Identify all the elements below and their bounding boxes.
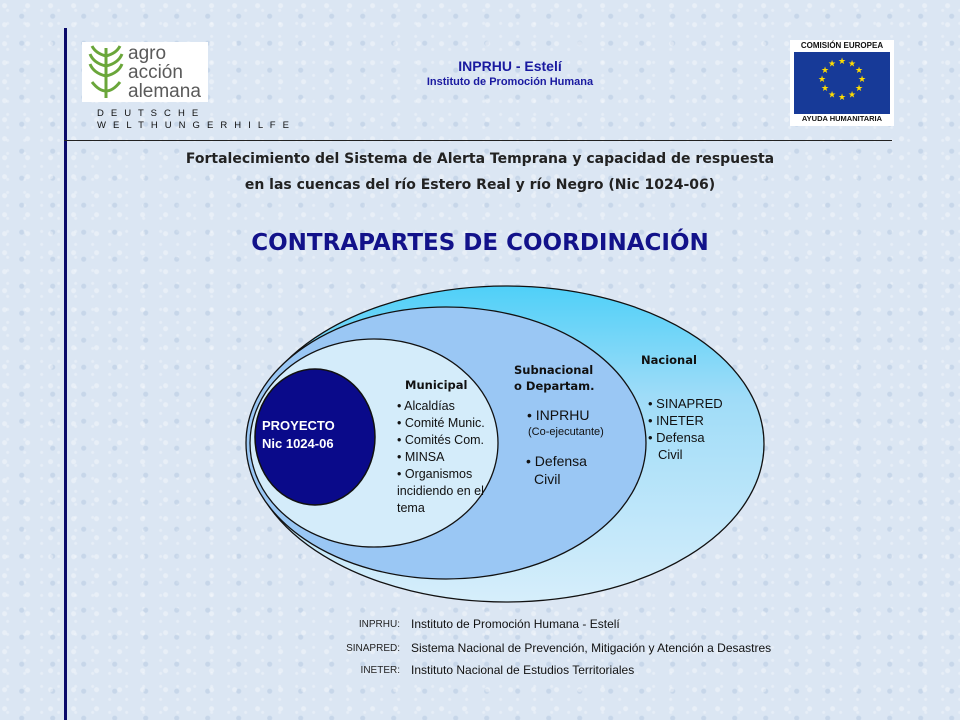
svg-text:★: ★ (854, 66, 864, 76)
org-subtitle: Instituto de Promoción Humana (426, 76, 594, 88)
municipal-list (397, 398, 485, 517)
list-item: • Organismos (397, 467, 473, 481)
svg-text:★: ★ (837, 57, 847, 67)
logo-line-3: alemana (128, 81, 201, 102)
svg-text:★: ★ (837, 93, 847, 103)
subtitle-line-1: Fortalecimiento del Sistema de Alerta Temprana y capacidad de respuesta (185, 151, 775, 167)
glossary-definition: Instituto de Promoción Humana - Estelí (411, 617, 620, 631)
project-label-line-1: PROYECTO (262, 418, 335, 433)
svg-text:★: ★ (827, 90, 837, 101)
glossary-abbr: SINAPRED: (346, 643, 400, 654)
list-item: • SINAPRED (648, 396, 723, 411)
subnacional-item-inprhu: • INPRHU (527, 407, 590, 423)
eu-logo-bottom-text: AYUDA HUMANITARIA (801, 114, 883, 123)
subtitle-line-2: en las cuencas del río Estero Real y río Negro (Nic 1024-06) (244, 177, 716, 193)
nacional-label: Nacional (641, 353, 697, 367)
logo-line-2: acción (128, 62, 183, 83)
subnacional-label (514, 362, 595, 394)
svg-text:★: ★ (820, 84, 830, 94)
list-item: • Defensa (648, 430, 705, 445)
page-title: CONTRAPARTES DE COORDINACIÓN (251, 230, 709, 256)
glossary-abbr: INPRHU: (358, 619, 400, 630)
list-item: • Comités Com. (397, 433, 485, 447)
list-item: tema (397, 501, 425, 515)
subnacional-item-defensa (526, 452, 587, 488)
nacional-list (648, 395, 723, 463)
list-item: incidiendo en el (397, 484, 484, 498)
logo-line-1: agro (128, 43, 167, 64)
glossary-abbr: INETER: (360, 665, 400, 676)
defensa-line-1: • Defensa (526, 453, 587, 469)
municipal-label: Municipal (405, 378, 468, 392)
project-label-line-2: Nic 1024-06 (262, 436, 334, 451)
svg-text:★: ★ (854, 84, 864, 94)
svg-text:★: ★ (820, 66, 830, 76)
subnacional-label-line-2: o Departam. (514, 379, 595, 393)
svg-text:★: ★ (847, 59, 857, 70)
defensa-line-2: Civil (534, 471, 561, 487)
svg-text:★: ★ (817, 75, 827, 85)
list-item: • Alcaldías (397, 399, 455, 413)
eu-logo-top-text: COMISIÓN EUROPEA (800, 41, 884, 50)
glossary-definition: Instituto Nacional de Estudios Territoriales (411, 663, 635, 677)
org-title: INPRHU - Estelí (458, 58, 562, 74)
project-label (262, 417, 335, 453)
glossary-definition: Sistema Nacional de Prevención, Mitigación y Atención a Desastres (411, 641, 772, 655)
subnacional-item-note: (Co-ejecutante) (528, 426, 604, 438)
svg-text:★: ★ (847, 90, 857, 101)
svg-text:★: ★ (827, 59, 837, 70)
list-item: Civil (658, 447, 683, 462)
logo-subtext-line-1: D E U T S C H E (97, 108, 201, 119)
list-item: • Comité Munic. (397, 416, 485, 430)
logo-subtext-line-2: W E L T H U N G E R H I L F E (97, 120, 292, 131)
subnacional-label-line-1: Subnacional (514, 363, 594, 377)
list-item: • MINSA (397, 450, 445, 464)
svg-text:★: ★ (857, 75, 867, 85)
list-item: • INETER (648, 413, 704, 428)
